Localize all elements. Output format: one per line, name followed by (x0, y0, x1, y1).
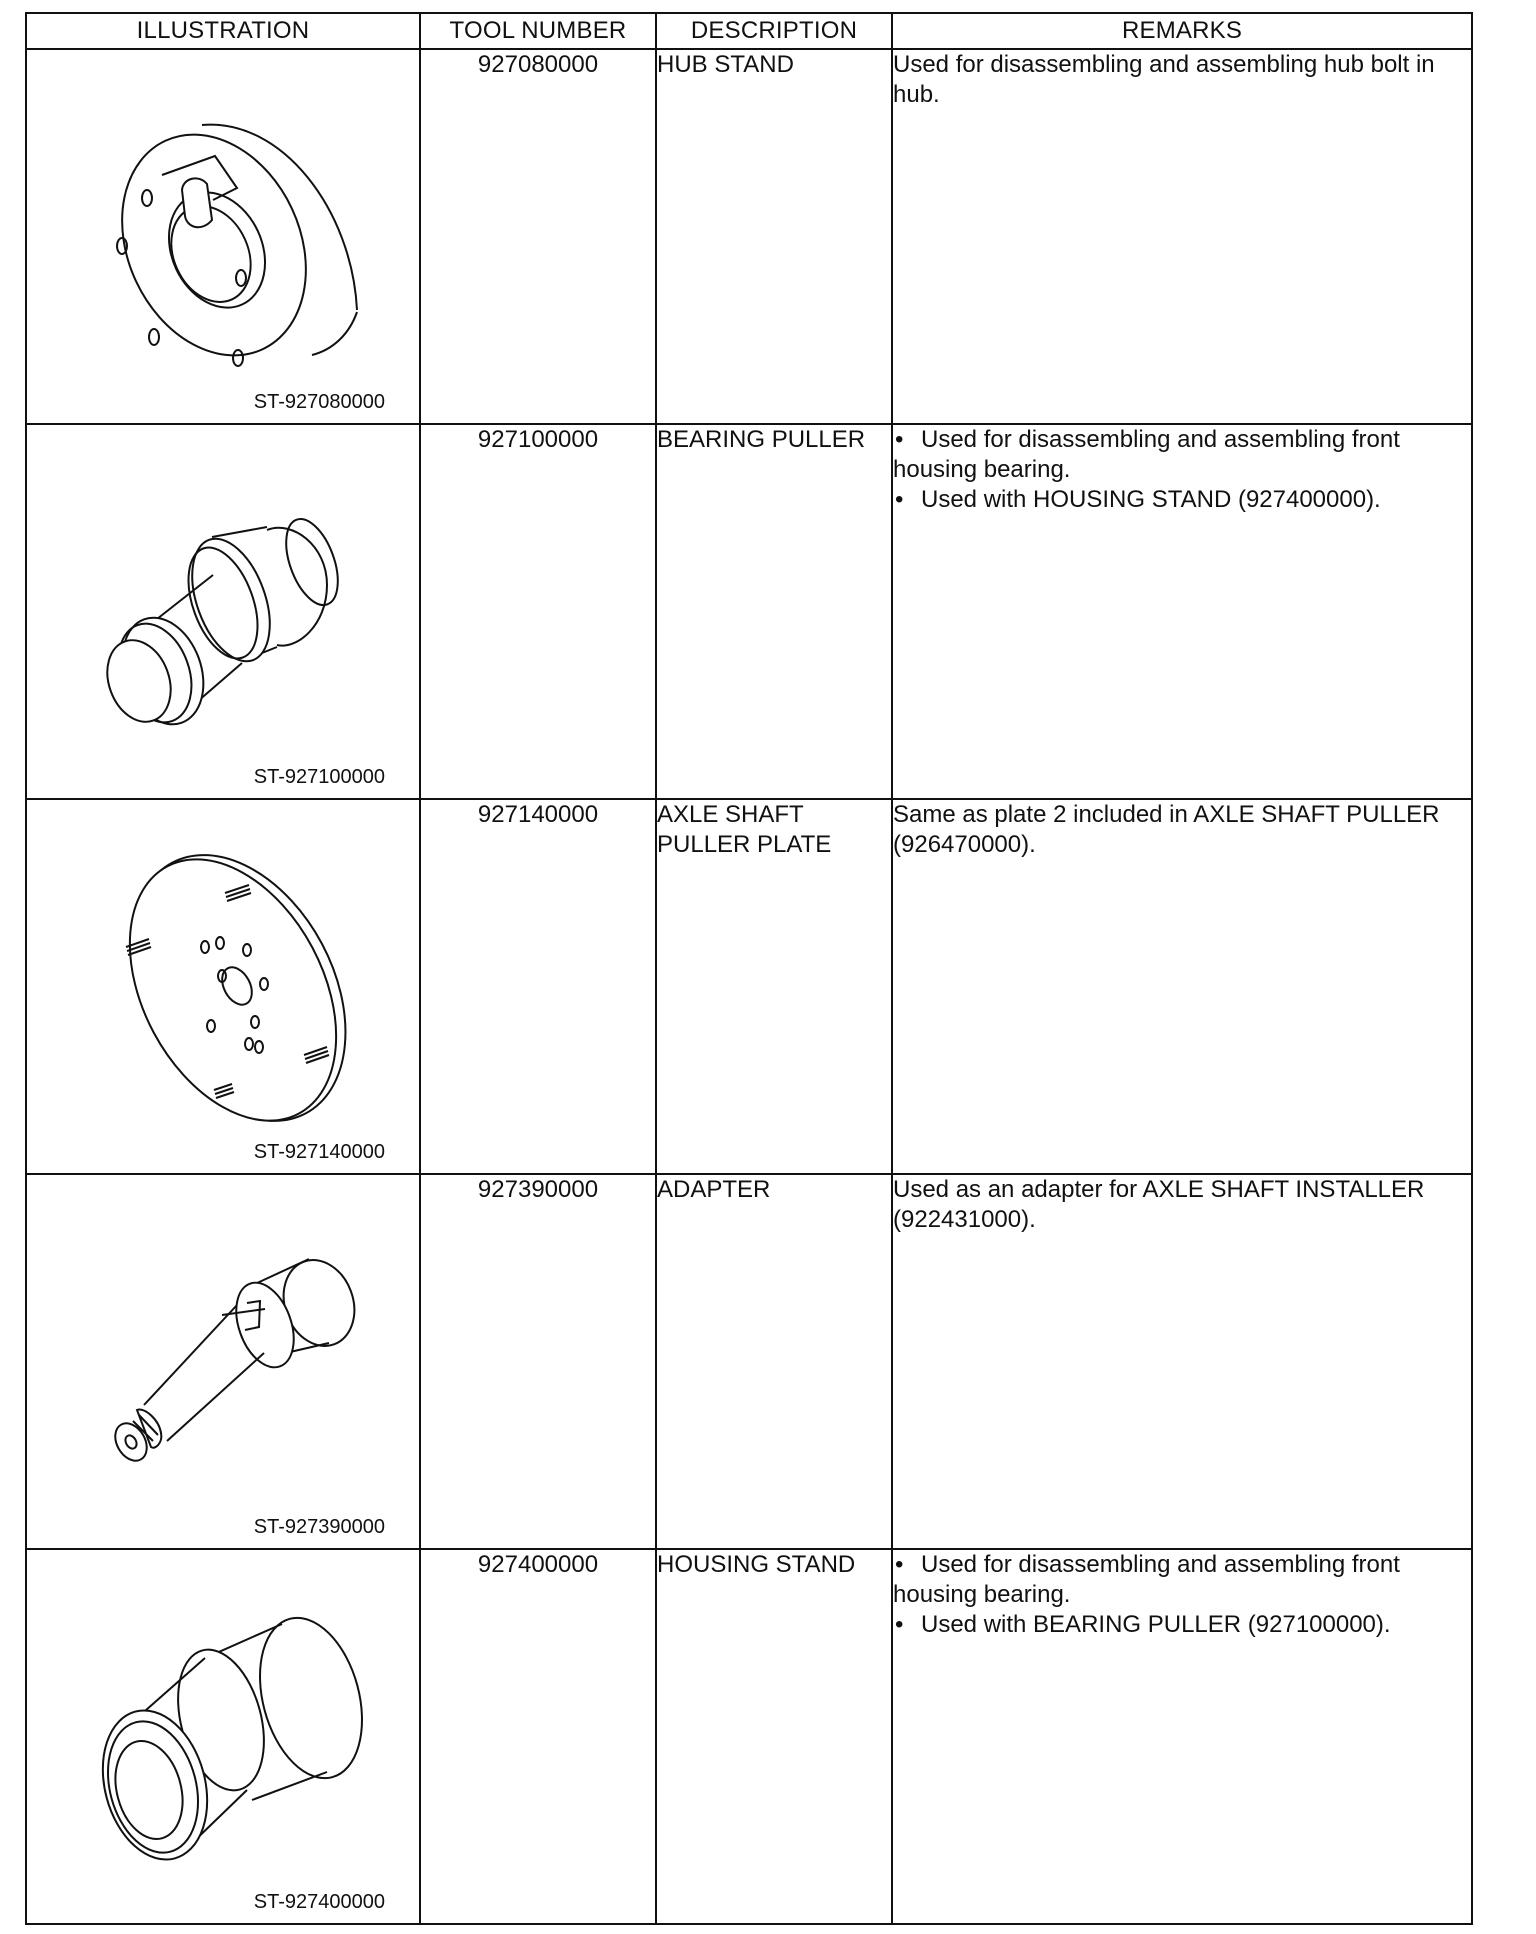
illustration-cell (26, 424, 420, 799)
remark-text: Used as an adapter for AXLE SHAFT INSTALLER (922431000). (893, 1176, 1425, 1233)
description-cell: BEARING PULLER (656, 424, 892, 799)
header-illustration: ILLUSTRATION (26, 13, 420, 49)
illustration-caption: ST-927400000 (253, 1891, 385, 1913)
tool-number-cell: 927390000 (420, 1174, 656, 1549)
remark-bullet-item: • Used with HOUSING STAND (927400000). (895, 486, 1381, 513)
illustration-cell (26, 49, 420, 424)
remark-bullet-item: • Used for disassembling and assembling front housing bearing. (893, 1551, 1400, 1608)
table-row (26, 1549, 1472, 1924)
illustration-caption: ST-927390000 (253, 1516, 385, 1538)
description-cell: AXLE SHAFT PULLER PLATE (656, 799, 892, 1174)
table-row (26, 799, 1472, 1174)
puller-plate-illustration (27, 800, 421, 1173)
special-tools-table (25, 12, 1473, 1925)
remark-text: Same as plate 2 included in AXLE SHAFT PULLER (926470000). (893, 801, 1440, 858)
description-cell: ADAPTER (656, 1174, 892, 1549)
table-header-row (26, 13, 1472, 49)
table-row (26, 1174, 1472, 1549)
tool-number-cell: 927140000 (420, 799, 656, 1174)
housing-stand-illustration (27, 1550, 421, 1923)
description-cell: HUB STAND (656, 49, 892, 424)
remarks-cell (892, 49, 1472, 424)
description-cell: HOUSING STAND (656, 1549, 892, 1924)
hub-stand-illustration (27, 50, 421, 423)
header-remarks: REMARKS (892, 13, 1472, 49)
illustration-cell (26, 1549, 420, 1924)
illustration-caption: ST-927100000 (253, 766, 385, 788)
remark-bullet-item: • Used with BEARING PULLER (927100000). (895, 1611, 1391, 1638)
bearing-puller-illustration (27, 425, 421, 798)
remarks-cell (892, 1174, 1472, 1549)
remark-text: Used for disassembling and assembling hub bolt in hub. (893, 51, 1435, 108)
header-description: DESCRIPTION (656, 13, 892, 49)
illustration-cell (26, 799, 420, 1174)
illustration-cell (26, 1174, 420, 1549)
remark-text: Used for disassembling and assembling front housing bearing. (893, 426, 1400, 483)
remarks-cell (892, 799, 1472, 1174)
remark-text: Used with HOUSING STAND (927400000). (921, 486, 1381, 513)
tool-number-cell: 927100000 (420, 424, 656, 799)
remarks-cell (892, 424, 1472, 799)
table-row (26, 424, 1472, 799)
header-tool-number: TOOL NUMBER (420, 13, 656, 49)
table-row (26, 49, 1472, 424)
illustration-caption: ST-927080000 (253, 391, 385, 413)
tool-number-cell: 927080000 (420, 49, 656, 424)
remarks-cell (892, 1549, 1472, 1924)
tool-number-cell: 927400000 (420, 1549, 656, 1924)
adapter-illustration (27, 1175, 421, 1548)
remark-bullet-item: • Used for disassembling and assembling front housing bearing. (893, 426, 1400, 483)
remark-text: Used for disassembling and assembling front housing bearing. (893, 1551, 1400, 1608)
illustration-caption: ST-927140000 (253, 1141, 385, 1163)
remark-text: Used with BEARING PULLER (927100000). (921, 1611, 1391, 1638)
